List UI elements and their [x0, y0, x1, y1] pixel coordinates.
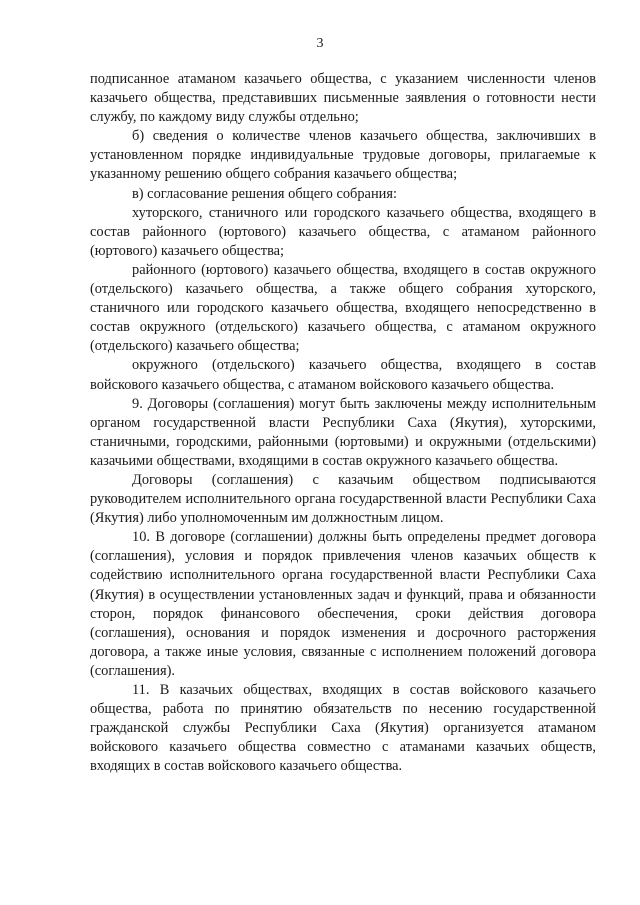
paragraph: подписанное атаманом казачьего общества, с указанием численности членов казачьего общества, представивших письменные заявления о готовности нести службу, по каждому виду службы отдельно; — [90, 71, 596, 126]
paragraph: в) согласование решения общего собрания: — [132, 185, 397, 202]
paragraph: 11. В казачьих обществах, входящих в состав войскового казачьего общества, работа по принятию обязательств по несению государственной гражданской службы Республики Саха (Якутия) организуется атаманом войскового казачьего общества совместно с атаманами казачьих обществ, входящих в состав войскового казачьего общества. — [90, 682, 596, 775]
paragraph: 10. В договоре (соглашении) должны быть определены предмет договора (соглашения), условия и порядок привлечения членов казачьих обществ к содействию исполнительного органа государственной власти Республики Саха (Якутия) в осуществлении установленных задач и функций, права и обязанности сторон, порядок финансового обеспечения, сроки действия договора (соглашения), основания и порядок изменения и досрочного расторжения договора, а также иные условия, связанные с исполнением положений договора (соглашения). — [90, 529, 596, 679]
paragraph: окружного (отдельского) казачьего общества, входящего в состав войскового казачьего общества, с атаманом войскового казачьего общества. — [90, 357, 596, 393]
paragraph: 9. Договоры (соглашения) могут быть заключены между исполнительным органом государственной власти Республики Саха (Якутия), хуторскими, станичными, городскими, районными (юртовыми) и окружными (отдельскими) казачьими обществами, входящими в состав окружного казачьего общества. — [90, 395, 596, 469]
paragraph: б) сведения о количестве членов казачьего общества, заключивших в установленном порядке индивидуальные трудовые договоры, прилагаемые к указанному решению общего собрания казачьего общества; — [90, 128, 596, 183]
paragraph: Договоры (соглашения) с казачьим обществом подписываются руководителем исполнительного органа государственной власти Республики Саха (Якутия) либо уполномоченным им должностным лицом. — [90, 471, 596, 527]
document-body — [90, 70, 596, 776]
paragraph: районного (юртового) казачьего общества, входящего в состав окружного (отдельского) казачьего общества, а также общего собрания хуторского, станичного или городского казачьего общества, входящего непосредственно в состав окружного (отдельского) казачьего общества, с атаманом окружного (отдельского) казачьего общества; — [90, 261, 596, 355]
paragraph: хуторского, станичного или городского казачьего общества, входящего в состав районного (юртового) казачьего общества, с атаманом районного (юртового) казачьего общества; — [90, 204, 596, 259]
page-number: 3 — [316, 36, 324, 51]
